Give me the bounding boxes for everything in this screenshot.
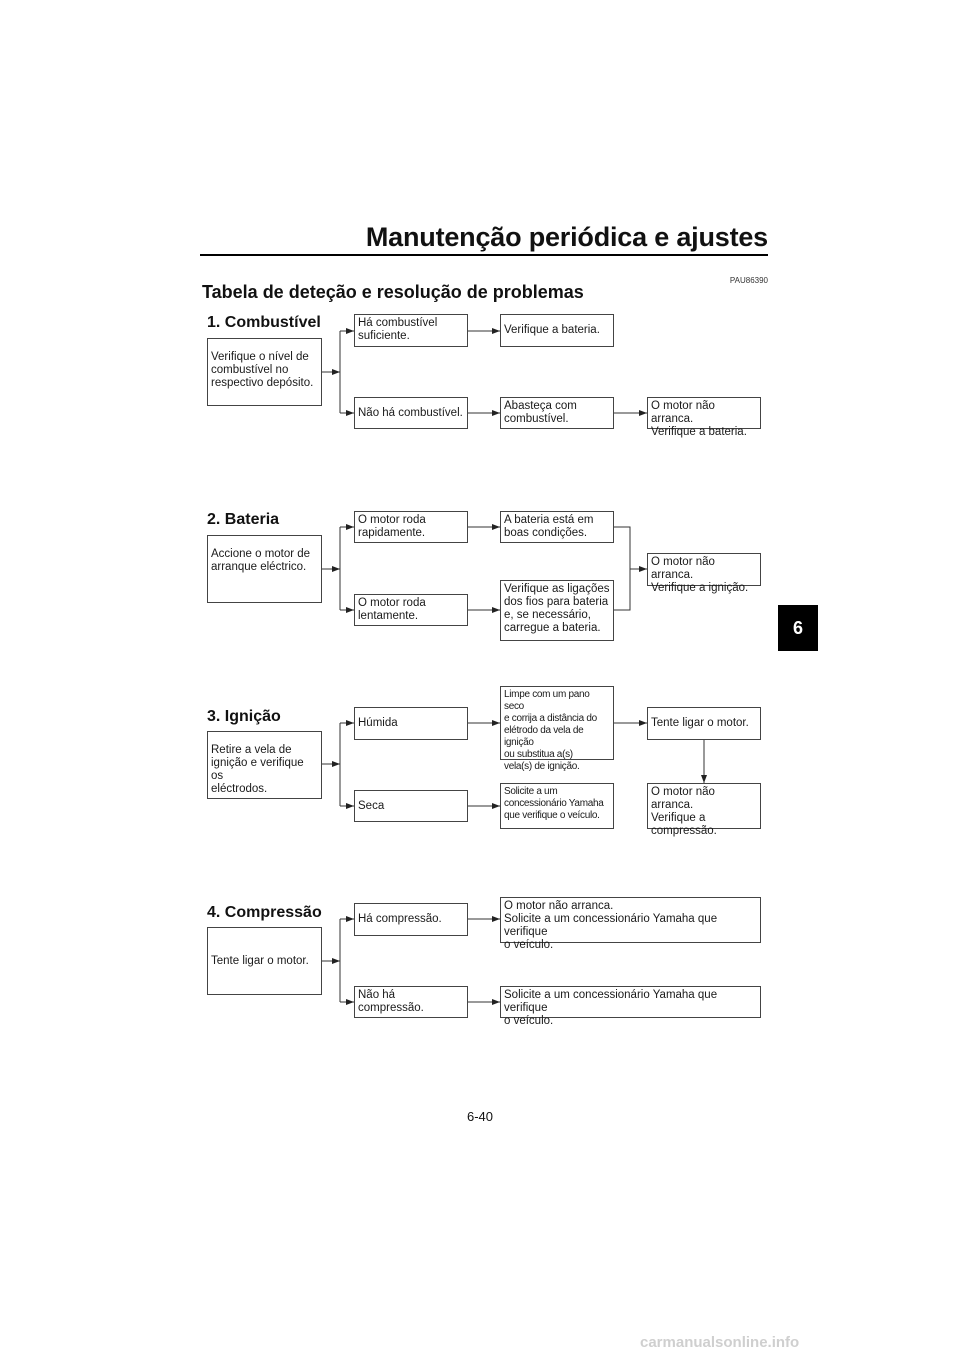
ignition-dry-box: Seca [354,790,468,822]
group-title-ignition: 3. Ignição [207,708,281,725]
group-title-fuel: 1. Combustível [207,314,321,331]
compression-no-action-box: Solicite a um concessionário Yamaha que verifique o veículo. [500,986,761,1018]
section-title: Tabela de deteção e resolução de problemas [202,282,584,302]
battery-slow-action-box: Verifique as ligações dos fios para bateria e, se necessário, carregue a bateria. [500,580,614,641]
fuel-no-box: Não há combustível. [354,397,468,429]
chapter-tab[interactable]: 6 [778,605,818,651]
ignition-wet-action-box: Limpe com um pano seco e corrija a distância do elétrodo da vela de ignição ou substitua a(s) vela(s) de ignição. [500,686,614,760]
page-title: Manutenção periódica e ajustes [365,222,768,252]
fuel-start-box: Verifique o nível de combustível no respectivo depósito. [207,338,322,406]
ignition-wet-result-box: O motor não arranca. Verifique a compressão. [647,783,761,829]
battery-slow-box: O motor roda lentamente. [354,594,468,626]
fuel-no-result-box: O motor não arranca. Verifique a bateria. [647,397,761,429]
ignition-dry-action-box: Solicite a um concessionário Yamaha que verifique o veículo. [500,783,614,829]
watermark: carmanualsonline.info [640,1334,800,1351]
compression-start-box: Tente ligar o motor. [207,927,322,995]
compression-no-box: Não há compressão. [354,986,468,1018]
battery-result-box: O motor não arranca. Verifique a ignição. [647,553,761,586]
ignition-wet-next-box: Tente ligar o motor. [647,707,761,740]
document-code: PAU86390 [729,276,768,285]
fuel-yes-action-box: Verifique a bateria. [500,314,614,347]
ignition-start-box: Retire a vela de ignição e verifique os eléctrodos. [207,731,322,799]
compression-yes-action-box: O motor não arranca. Solicite a um concessionário Yamaha que verifique o veículo. [500,897,761,943]
battery-start-box: Accione o motor de arranque eléctrico. [207,535,322,603]
fuel-yes-box: Há combustível suficiente. [354,314,468,347]
group-title-battery: 2. Bateria [207,511,280,528]
battery-fast-box: O motor roda rapidamente. [354,511,468,543]
page-number: 6-40 [466,1109,494,1124]
group-title-compression: 4. Compressão [207,904,322,921]
ignition-wet-box: Húmida [354,707,468,740]
battery-fast-action-box: A bateria está em boas condições. [500,511,614,543]
compression-yes-box: Há compressão. [354,903,468,936]
fuel-no-action-box: Abasteça com combustível. [500,397,614,429]
